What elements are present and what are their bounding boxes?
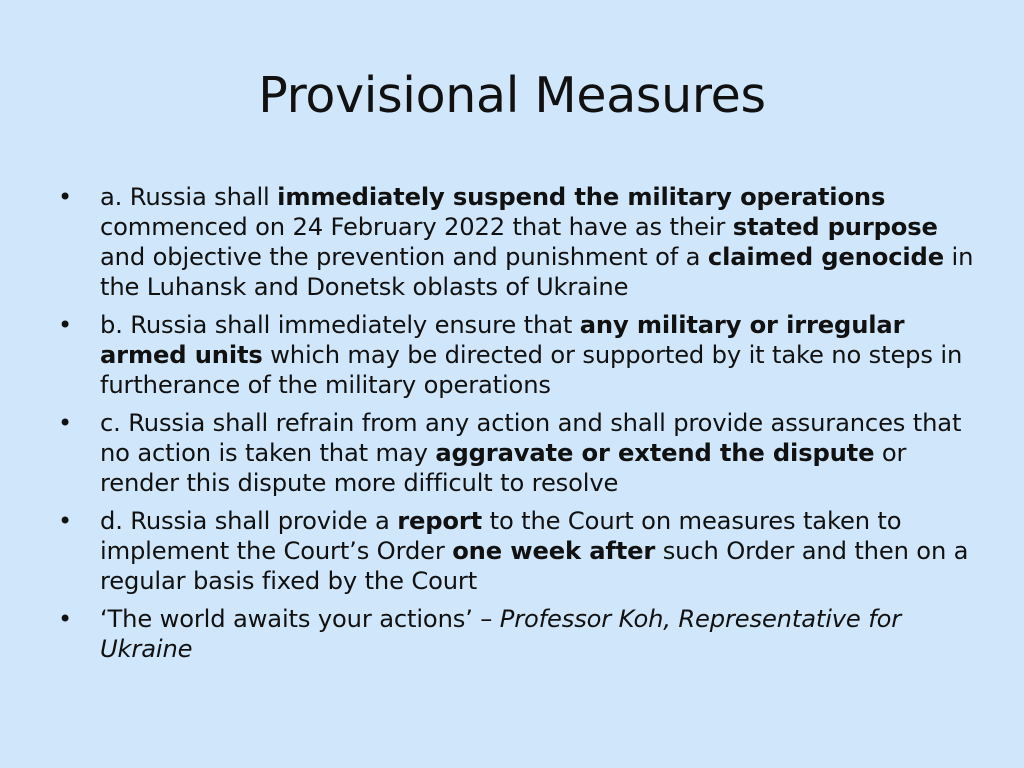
- bullet-run: which may be directed or supported by it take no steps in furtherance of the military operations: [100, 341, 963, 399]
- bullet-run-bold: report: [397, 507, 483, 535]
- bullet-text: [100, 311, 962, 399]
- bullet-run: c. Russia shall refrain from any action and shall provide assurances that no action is taken that may: [100, 409, 962, 467]
- bullet-item-c: [58, 408, 978, 498]
- bullet-text: [100, 605, 901, 663]
- bullet-run: or render this dispute more difficult to resolve: [100, 439, 907, 497]
- bullet-run: and objective the prevention and punishment of a: [100, 243, 708, 271]
- bullet-run: such Order and then on a regular basis fixed by the Court: [100, 537, 969, 595]
- bullet-list: [58, 182, 978, 672]
- bullet-text: [100, 409, 961, 497]
- bullet-run-italic: Professor Koh, Representative for Ukraine: [100, 605, 902, 663]
- bullet-text: [100, 183, 973, 301]
- bullet-dot-icon: •: [58, 311, 73, 339]
- bullet-run-bold: one week after: [452, 537, 656, 565]
- slide-title: Provisional Measures: [258, 67, 766, 124]
- bullet-run: d. Russia shall provide a: [100, 507, 398, 535]
- bullet-dot-icon: •: [58, 409, 73, 437]
- bullet-run-bold: any military or irregular armed units: [100, 311, 905, 369]
- bullet-run-bold: claimed genocide: [707, 243, 944, 271]
- bullet-item-b: [58, 310, 978, 400]
- bullet-run-bold: immediately suspend the military operations: [277, 183, 886, 211]
- bullet-dot-icon: •: [58, 183, 73, 211]
- bullet-run: b. Russia shall immediately ensure that: [100, 311, 580, 339]
- bullet-run-bold: aggravate or extend the dispute: [435, 439, 875, 467]
- bullet-run: commenced on 24 February 2022 that have as their: [100, 213, 733, 241]
- bullet-run: a. Russia shall: [100, 183, 278, 211]
- bullet-item-a: [58, 182, 978, 302]
- bullet-dot-icon: •: [58, 605, 73, 633]
- bullet-dot-icon: •: [58, 507, 73, 535]
- bullet-run-bold: stated purpose: [732, 213, 938, 241]
- bullet-item-d: [58, 506, 978, 596]
- bullet-item-quote: [58, 604, 978, 664]
- bullet-run: in the Luhansk and Donetsk oblasts of Ukraine: [100, 243, 974, 301]
- bullet-run: ‘The world awaits your actions’ –: [100, 605, 500, 633]
- bullet-run: to the Court on measures taken to implement the Court’s Order: [100, 507, 902, 565]
- bullet-text: [100, 507, 968, 595]
